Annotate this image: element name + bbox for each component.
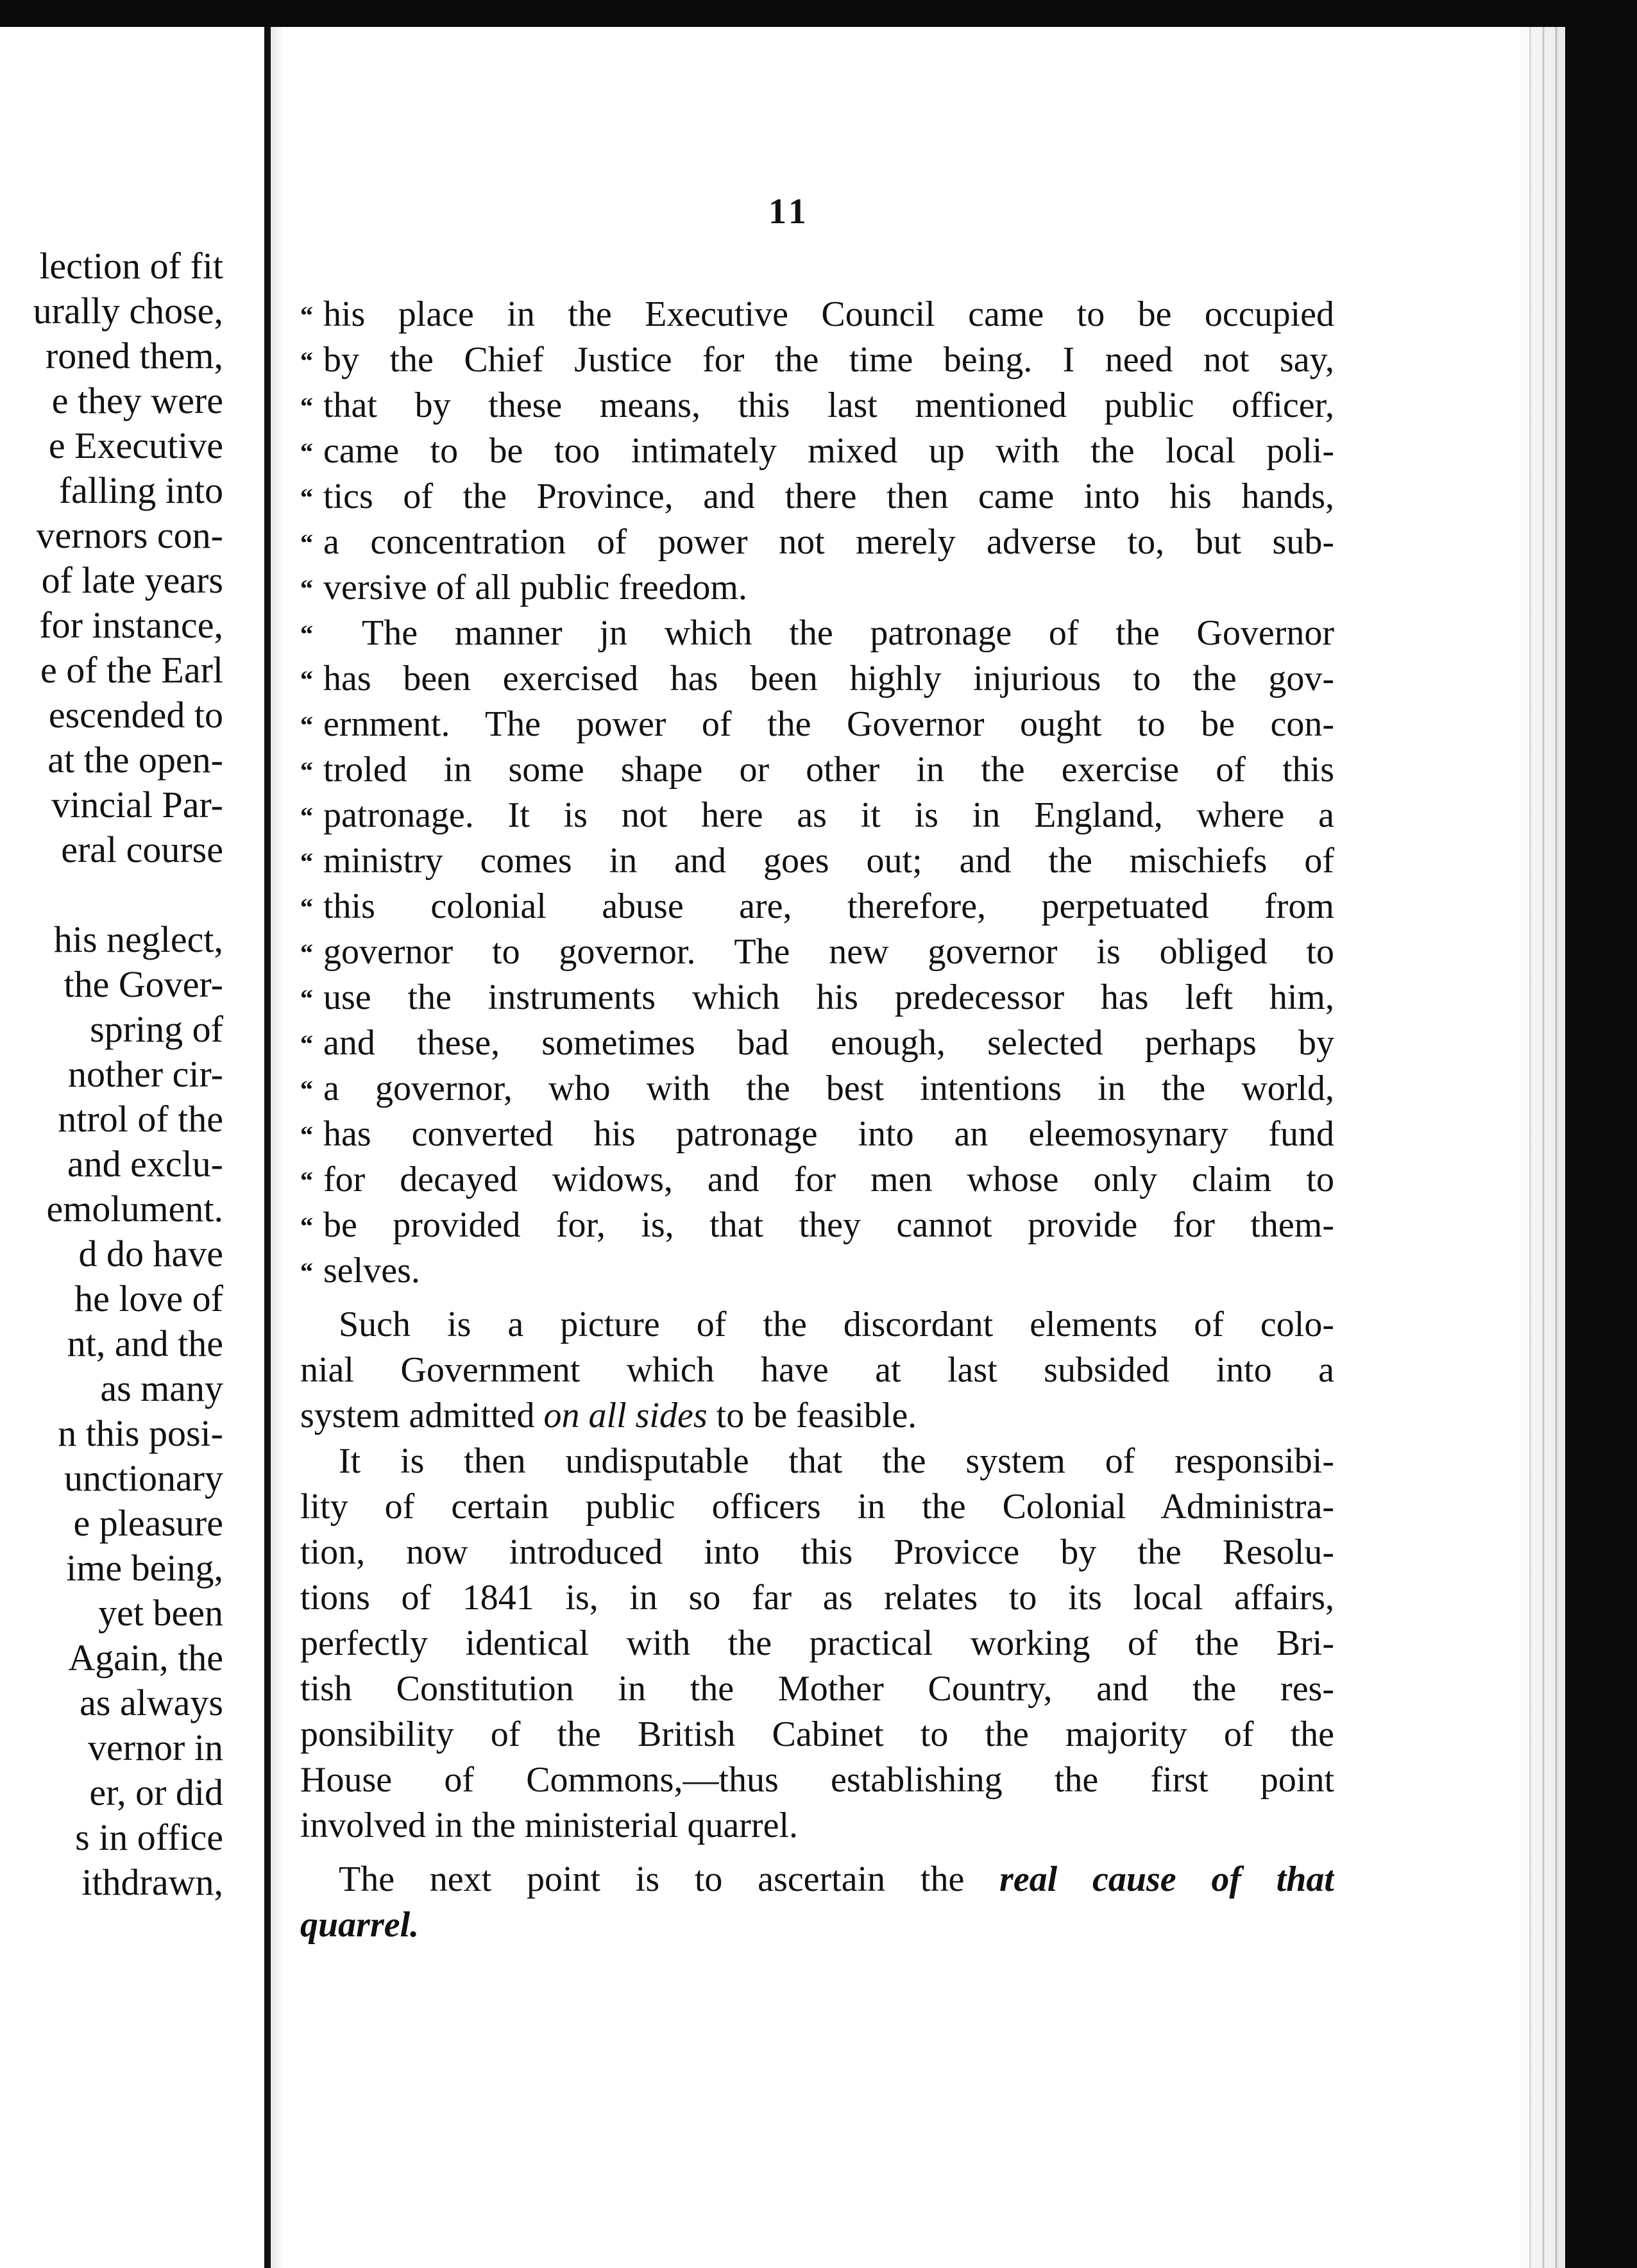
quote-mark: “ <box>300 529 313 557</box>
left-text-line: vernor in <box>88 1727 223 1768</box>
text-run: system admitted <box>300 1396 544 1435</box>
line-text: be provided for, is, that they cannot provide for them- <box>323 1205 1334 1245</box>
line-text: tish Constitution in the Mother Country, and the res- <box>300 1669 1334 1709</box>
line-text: Such is a picture of the discordant elements of colo- <box>339 1305 1334 1344</box>
line-text: versive of all public freedom. <box>323 568 747 607</box>
quote-mark: “ <box>300 756 313 785</box>
text-line <box>300 1857 1334 1902</box>
quote-mark: “ <box>300 711 313 740</box>
line-text: for decayed widows, and for men whose only claim to <box>323 1160 1334 1199</box>
line-text: tics of the Province, and there then came into his hands, <box>323 477 1334 516</box>
emphasis-text: quarrel. <box>300 1905 420 1945</box>
left-text-line: the Gover- <box>64 963 223 1005</box>
left-text-line: as many <box>100 1367 223 1409</box>
line-text: has converted his patronage into an eleemosynary fund <box>323 1114 1334 1154</box>
left-text-line: n this posi- <box>58 1412 223 1454</box>
left-text-line: as always <box>80 1682 223 1723</box>
left-text-line: emolument. <box>46 1188 223 1230</box>
left-text-line: e of the Earl <box>40 649 223 691</box>
page-edges <box>1520 27 1565 2268</box>
left-text-line: s in office <box>75 1816 223 1858</box>
left-text-line: escended to <box>48 694 223 736</box>
left-text-line: spring of <box>90 1008 223 1050</box>
line-text: involved in the ministerial quarrel. <box>300 1806 799 1845</box>
left-text-line: unctionary <box>64 1457 223 1499</box>
left-text-line: roned them, <box>45 335 223 377</box>
book-gutter <box>264 27 271 2268</box>
quote-mark: “ <box>300 984 313 1013</box>
line-text: troled in some shape or other in the exercise of this <box>323 750 1334 790</box>
left-text-line: nother cir- <box>68 1053 223 1095</box>
left-text-line: er, or did <box>89 1772 223 1813</box>
line-text: selves. <box>323 1251 420 1291</box>
line-text: his place in the Executive Council came to be occupied <box>323 294 1334 334</box>
left-text-line: lection of fit <box>39 245 223 287</box>
quote-mark: “ <box>300 1029 313 1058</box>
page-number: 11 <box>768 192 810 232</box>
text-line <box>300 1348 1334 1392</box>
quote-mark: “ <box>300 574 313 603</box>
line-text <box>300 1393 1334 1438</box>
gutter-shadow <box>271 27 284 2268</box>
left-text-line: eral course <box>61 829 223 870</box>
scan-border-right <box>1565 0 1637 2268</box>
left-text-line: he love of <box>74 1278 223 1319</box>
line-text: this colonial abuse are, therefore, perpetuated from <box>323 886 1334 926</box>
text-line <box>300 1575 1334 1620</box>
text-line <box>300 428 1334 473</box>
quote-mark: “ <box>300 665 313 694</box>
left-text-line: ntrol of the <box>58 1098 223 1140</box>
text-line <box>300 1112 1334 1156</box>
line-text: ernment. The power of the Governor ought to be con- <box>323 704 1334 744</box>
line-text: use the instruments which his predecessor has left him, <box>323 977 1334 1017</box>
quote-mark: “ <box>300 1075 313 1104</box>
left-text-line: Again, the <box>68 1637 223 1679</box>
quote-mark: “ <box>300 483 313 512</box>
text-line <box>300 1248 1334 1293</box>
text-line <box>300 884 1334 929</box>
line-text: nial Government which have at last subsided into a <box>300 1350 1334 1390</box>
left-text-line: e pleasure <box>73 1502 223 1544</box>
line-text: The manner jn which the patronage of the Governor <box>362 613 1334 653</box>
text-line <box>300 520 1334 564</box>
line-text: by the Chief Justice for the time being. I need not say, <box>323 340 1334 380</box>
left-text-line: of late years <box>41 559 223 601</box>
line-text <box>339 1857 1334 1902</box>
quote-mark: “ <box>300 346 313 375</box>
left-text-line: d do have <box>78 1233 223 1274</box>
left-text-line: e Executive <box>48 425 223 466</box>
left-text-line: for instance, <box>39 604 223 646</box>
quote-mark: “ <box>300 938 313 967</box>
text-line <box>300 975 1334 1020</box>
left-text-line: nt, and the <box>67 1323 223 1364</box>
line-text <box>300 1902 1334 1947</box>
text-line <box>300 1484 1334 1529</box>
quote-mark: “ <box>300 893 313 922</box>
left-text-line: ime being, <box>66 1547 223 1589</box>
left-text-line: vincial Par- <box>51 784 223 825</box>
line-text: tion, now introduced into this Provicce by the Resolu- <box>300 1532 1334 1572</box>
text-line <box>300 1302 1334 1347</box>
scan-border-top <box>0 0 1565 27</box>
quote-mark: “ <box>300 620 313 648</box>
line-text: and these, sometimes bad enough, selected perhaps by <box>323 1023 1334 1063</box>
quote-mark: “ <box>300 847 313 876</box>
line-text: perfectly identical with the practical working of the Bri- <box>300 1623 1334 1663</box>
line-text: a governor, who with the best intentions in the world, <box>323 1069 1334 1108</box>
line-text: came to be too intimately mixed up with the local poli- <box>323 431 1334 471</box>
quote-mark: “ <box>300 1166 313 1195</box>
text-line <box>300 292 1334 337</box>
left-text-line: and exclu- <box>67 1143 223 1185</box>
text-line <box>300 793 1334 838</box>
left-text-line: e they were <box>51 380 223 421</box>
line-text: ministry comes in and goes out; and the mischiefs of <box>323 841 1334 881</box>
left-text-line: urally chose, <box>33 290 223 332</box>
line-text: that by these means, this last mentioned public officer, <box>323 385 1334 425</box>
line-text: House of Commons,—thus establishing the first point <box>300 1760 1334 1800</box>
quote-mark: “ <box>300 1212 313 1240</box>
text-line <box>300 1393 1334 1438</box>
line-text: governor to governor. The new governor is obliged to <box>323 932 1334 972</box>
left-text-line: at the open- <box>47 739 223 781</box>
text-line <box>300 611 1334 656</box>
text-line <box>300 1621 1334 1666</box>
text-line <box>300 929 1334 974</box>
line-text: patronage. It is not here as it is in England, where a <box>323 795 1334 835</box>
text-line <box>300 702 1334 747</box>
text-line <box>300 1439 1334 1484</box>
text-line <box>300 383 1334 428</box>
left-text-line: yet been <box>98 1592 223 1634</box>
quote-mark: “ <box>300 301 313 330</box>
text-run: to be feasible. <box>707 1396 917 1435</box>
text-line <box>300 1020 1334 1065</box>
quote-mark: “ <box>300 802 313 831</box>
text-run: The next point is to ascertain the <box>339 1859 1000 1899</box>
text-line <box>300 337 1334 382</box>
text-line <box>300 1203 1334 1248</box>
text-line <box>300 1803 1334 1848</box>
emphasis-text: on all sides <box>543 1396 708 1435</box>
text-line <box>300 474 1334 519</box>
text-line <box>300 838 1334 883</box>
quote-mark: “ <box>300 1257 313 1286</box>
quote-mark: “ <box>300 392 313 421</box>
quote-mark: “ <box>300 1121 313 1149</box>
text-line <box>300 1530 1334 1575</box>
text-line <box>300 1666 1334 1711</box>
text-line <box>300 1712 1334 1757</box>
line-text: lity of certain public officers in the Colonial Administra- <box>300 1487 1334 1527</box>
left-page-fragment <box>0 244 263 1976</box>
line-text: has been exercised has been highly injurious to the gov- <box>323 659 1334 698</box>
text-line <box>300 1066 1334 1111</box>
text-line <box>300 565 1334 610</box>
left-text-line: ithdrawn, <box>81 1861 223 1903</box>
left-text-line: vernors con- <box>36 514 223 556</box>
left-text-line: falling into <box>58 470 223 511</box>
text-line <box>300 747 1334 792</box>
text-line <box>300 656 1334 701</box>
text-line <box>300 1757 1334 1802</box>
left-text-line: his neglect, <box>53 918 223 960</box>
line-text: tions of 1841 is, in so far as relates to its local affairs, <box>300 1578 1334 1618</box>
line-text: a concentration of power not merely adverse to, but sub- <box>323 522 1334 562</box>
line-text: ponsibility of the British Cabinet to the majority of the <box>300 1714 1334 1754</box>
quote-mark: “ <box>300 437 313 466</box>
text-line <box>300 1157 1334 1202</box>
emphasis-text: real cause of that <box>999 1859 1334 1899</box>
line-text: It is then undisputable that the system of responsibi- <box>339 1441 1334 1481</box>
text-line <box>300 1902 1334 1947</box>
